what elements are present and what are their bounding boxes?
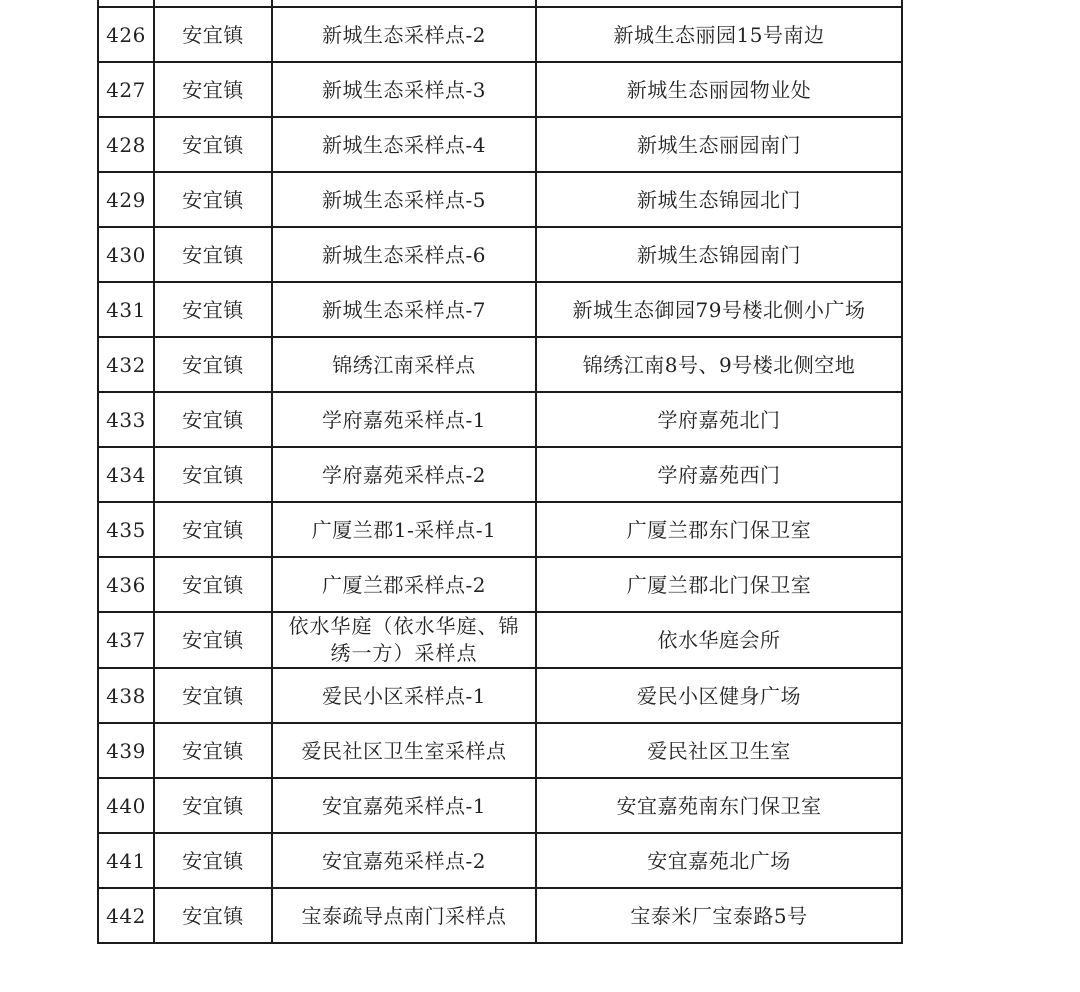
site-name: 学府嘉苑采样点-1: [272, 392, 536, 447]
table-row: [98, 172, 902, 227]
table-row: [98, 337, 902, 392]
site-address: 新城生态锦园北门: [536, 172, 902, 227]
site-address: 广厦兰郡东门保卫室: [536, 502, 902, 557]
table-row: [98, 778, 902, 833]
town-name: 安宜镇: [154, 172, 272, 227]
row-number: 431: [98, 282, 154, 337]
row-number: 435: [98, 502, 154, 557]
town-name: 安宜镇: [154, 282, 272, 337]
site-address: 新城生态丽园15号南边: [536, 7, 902, 62]
cell-empty: [98, 0, 154, 7]
site-address: 锦绣江南8号、9号楼北侧空地: [536, 337, 902, 392]
town-name: 安宜镇: [154, 557, 272, 612]
row-number: 430: [98, 227, 154, 282]
site-address: 新城生态丽园物业处: [536, 62, 902, 117]
site-name: 爱民社区卫生室采样点: [272, 723, 536, 778]
site-address: 新城生态锦园南门: [536, 227, 902, 282]
town-name: 安宜镇: [154, 888, 272, 943]
table-row: [98, 833, 902, 888]
table-row: [98, 392, 902, 447]
table-row: [98, 888, 902, 943]
cell-empty: [272, 0, 536, 7]
row-number: 436: [98, 557, 154, 612]
table-row: [98, 117, 902, 172]
site-name: 锦绣江南采样点: [272, 337, 536, 392]
site-name: 宝泰疏导点南门采样点: [272, 888, 536, 943]
row-number: 429: [98, 172, 154, 227]
site-name: 新城生态采样点-5: [272, 172, 536, 227]
town-name: 安宜镇: [154, 612, 272, 668]
site-name: 学府嘉苑采样点-2: [272, 447, 536, 502]
town-name: 安宜镇: [154, 392, 272, 447]
site-name: 新城生态采样点-7: [272, 282, 536, 337]
site-address: 依水华庭会所: [536, 612, 902, 668]
row-number: 439: [98, 723, 154, 778]
town-name: 安宜镇: [154, 227, 272, 282]
table-row: [98, 557, 902, 612]
town-name: 安宜镇: [154, 337, 272, 392]
row-number: 434: [98, 447, 154, 502]
row-number: 438: [98, 668, 154, 723]
site-name: 新城生态采样点-2: [272, 7, 536, 62]
site-name: 依水华庭（依水华庭、锦绣一方）采样点: [272, 612, 536, 668]
table-row: [98, 282, 902, 337]
table-row-partial: [98, 0, 902, 7]
town-name: 安宜镇: [154, 502, 272, 557]
table-row: [98, 668, 902, 723]
table-row: [98, 62, 902, 117]
town-name: 安宜镇: [154, 778, 272, 833]
town-name: 安宜镇: [154, 723, 272, 778]
site-address: 学府嘉苑西门: [536, 447, 902, 502]
site-address: 新城生态御园79号楼北侧小广场: [536, 282, 902, 337]
site-address: 新城生态丽园南门: [536, 117, 902, 172]
table-row: [98, 7, 902, 62]
site-name: 安宜嘉苑采样点-2: [272, 833, 536, 888]
site-address: 安宜嘉苑南东门保卫室: [536, 778, 902, 833]
town-name: 安宜镇: [154, 117, 272, 172]
town-name: 安宜镇: [154, 7, 272, 62]
site-address: 广厦兰郡北门保卫室: [536, 557, 902, 612]
row-number: 441: [98, 833, 154, 888]
site-address: 学府嘉苑北门: [536, 392, 902, 447]
site-name: 爱民小区采样点-1: [272, 668, 536, 723]
site-name: 广厦兰郡采样点-2: [272, 557, 536, 612]
row-number: 426: [98, 7, 154, 62]
table-row: [98, 227, 902, 282]
row-number: 433: [98, 392, 154, 447]
site-address: 爱民小区健身广场: [536, 668, 902, 723]
town-name: 安宜镇: [154, 62, 272, 117]
town-name: 安宜镇: [154, 833, 272, 888]
site-name: 新城生态采样点-4: [272, 117, 536, 172]
row-number: 440: [98, 778, 154, 833]
table-row: [98, 502, 902, 557]
site-name: 新城生态采样点-3: [272, 62, 536, 117]
site-address: 安宜嘉苑北广场: [536, 833, 902, 888]
table-row: [98, 447, 902, 502]
site-name: 广厦兰郡1-采样点-1: [272, 502, 536, 557]
town-name: 安宜镇: [154, 447, 272, 502]
site-address: 爱民社区卫生室: [536, 723, 902, 778]
row-number: 437: [98, 612, 154, 668]
sampling-sites-table: [97, 0, 903, 944]
cell-empty: [154, 0, 272, 7]
site-address: 宝泰米厂宝泰路5号: [536, 888, 902, 943]
cell-empty: [536, 0, 902, 7]
table-row: [98, 612, 902, 668]
row-number: 432: [98, 337, 154, 392]
row-number: 442: [98, 888, 154, 943]
table-row: [98, 723, 902, 778]
site-name: 安宜嘉苑采样点-1: [272, 778, 536, 833]
site-name: 新城生态采样点-6: [272, 227, 536, 282]
row-number: 427: [98, 62, 154, 117]
row-number: 428: [98, 117, 154, 172]
town-name: 安宜镇: [154, 668, 272, 723]
